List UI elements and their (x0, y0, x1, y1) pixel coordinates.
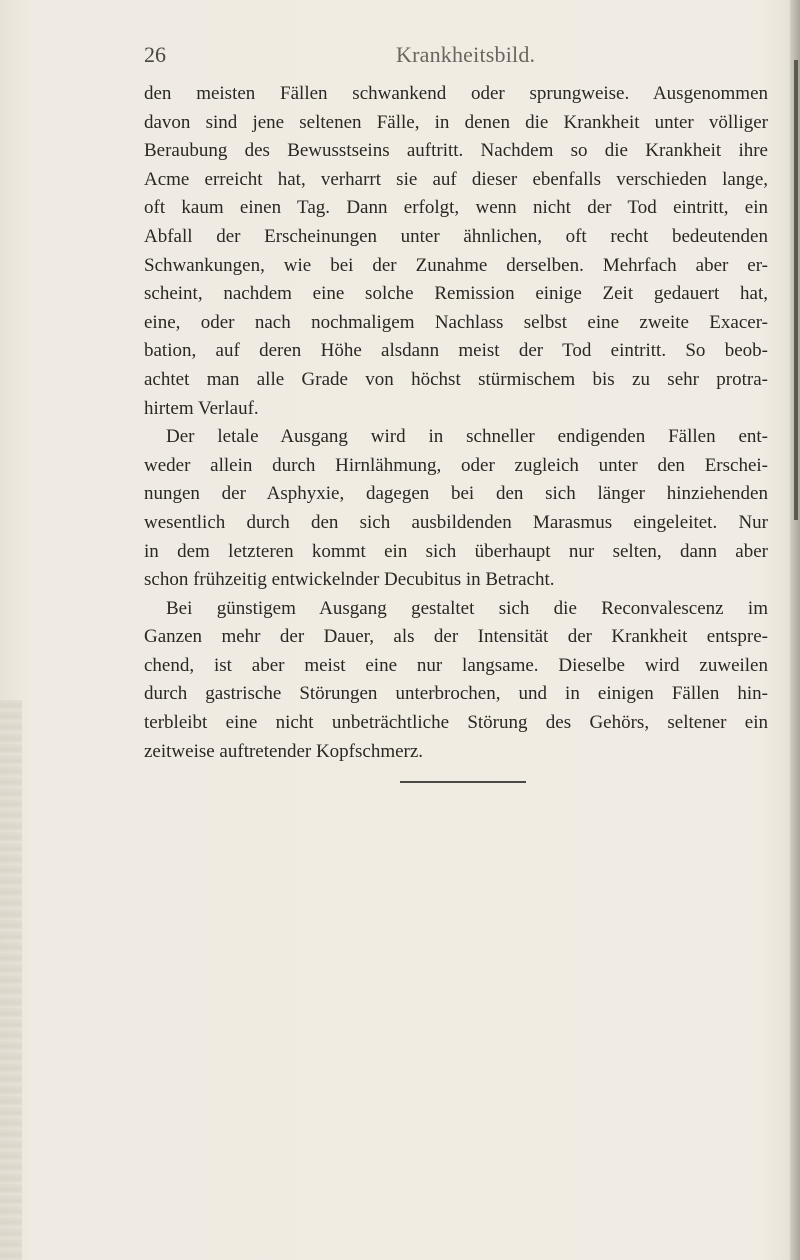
section-end-rule (400, 781, 526, 783)
text-line: scheint, nachdem eine solche Remission einige Zeit gedauert hat, (144, 283, 768, 305)
text-line: Der letale Ausgang wird in schneller endigenden Fällen ent- (166, 426, 768, 448)
text-line: in dem letzteren kommt ein sich überhaupt nur selten, dann aber (144, 540, 768, 562)
page-number: 26 (144, 42, 166, 67)
text-line: Schwankungen, wie bei der Zunahme derselben. Mehrfach aber er- (144, 254, 768, 276)
text-line: Ganzen mehr der Dauer, als der Intensität der Krankheit entspre- (144, 626, 768, 648)
text-line: hirtem Verlauf. (144, 397, 259, 419)
text-line: chend, ist aber meist eine nur langsame. Dieselbe wird zuweilen (144, 654, 768, 676)
paragraph-2 (144, 423, 768, 595)
page-edge-binding-shadow (794, 60, 798, 520)
running-head: Krankheitsbild. (396, 42, 536, 67)
page-header (144, 42, 774, 74)
paragraph-3 (144, 595, 768, 767)
text-line: Beraubung des Bewusstseins auftritt. Nachdem so die Krankheit ihre (144, 140, 768, 162)
text-line: terbleibt eine nicht unbeträchtliche Störung des Gehörs, seltener ein (144, 712, 768, 734)
text-line: weder allein durch Hirnlähmung, oder zugleich unter den Erschei- (144, 454, 768, 476)
text-line: oft kaum einen Tag. Dann erfolgt, wenn nicht der Tod eintritt, ein (144, 197, 768, 219)
text-line: eine, oder nach nochmaligem Nachlass selbst eine zweite Exacer- (144, 311, 768, 333)
text-line: nungen der Asphyxie, dagegen bei den sich länger hinziehenden (144, 483, 768, 505)
text-line: Bei günstigem Ausgang gestaltet sich die Reconvalescenz im (166, 597, 768, 619)
text-line: durch gastrische Störungen unterbrochen, und in einigen Fällen hin- (144, 683, 768, 705)
text-line: bation, auf deren Höhe alsdann meist der Tod eintritt. So beob- (144, 340, 768, 362)
body-text (144, 80, 768, 766)
text-line: den meisten Fällen schwankend oder sprungweise. Ausgenommen (144, 83, 768, 104)
text-line: wesentlich durch den sich ausbildenden Marasmus eingeleitet. Nur (144, 511, 768, 533)
text-line: davon sind jene seltenen Fälle, in denen die Krankheit unter völliger (144, 111, 768, 133)
text-line: Acme erreicht hat, verharrt sie auf dieser ebenfalls verschieden lange, (144, 168, 768, 190)
text-line: zeitweise auftretender Kopfschmerz. (144, 740, 424, 762)
text-line: schon frühzeitig entwickelnder Decubitus in Betracht. (144, 569, 555, 591)
paragraph-1 (144, 80, 768, 423)
text-line: achtet man alle Grade von höchst stürmischem bis zu sehr protra- (144, 368, 768, 390)
text-line: Abfall der Erscheinungen unter ähnlichen, oft recht bedeutenden (144, 225, 768, 247)
page-edge-shadow-left (0, 700, 22, 1260)
